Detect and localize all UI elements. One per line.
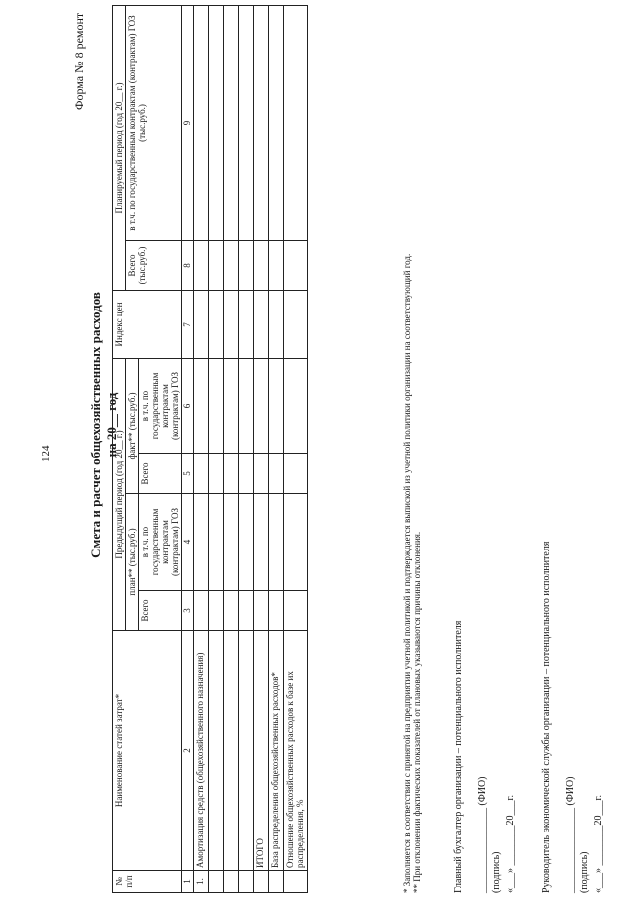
column-number: 4 bbox=[182, 494, 194, 591]
signature-block-accountant bbox=[452, 621, 518, 893]
column-number: 7 bbox=[182, 291, 194, 359]
table-row bbox=[254, 6, 269, 893]
row-name bbox=[239, 631, 254, 871]
row-number bbox=[224, 871, 239, 893]
signature-title: Руководитель экономической службы организации – потенциального исполнителя bbox=[541, 541, 552, 893]
row-number: 1. bbox=[194, 871, 209, 893]
signature-block-economist bbox=[540, 542, 606, 893]
column-number: 1 bbox=[182, 871, 194, 893]
header-fact-total: Всего bbox=[139, 454, 182, 494]
table-row bbox=[284, 6, 308, 893]
table-row bbox=[209, 6, 224, 893]
column-number: 3 bbox=[182, 591, 194, 631]
form-label: Форма № 8 ремонт bbox=[72, 12, 86, 110]
row-number bbox=[269, 871, 284, 893]
table-row bbox=[269, 6, 284, 893]
row-name: База распределения общехозяйственных расходов* bbox=[269, 631, 284, 871]
row-name bbox=[209, 631, 224, 871]
row-number bbox=[284, 871, 308, 893]
row-name bbox=[224, 631, 239, 871]
header-plan: план** (тыс.руб.) bbox=[126, 494, 139, 631]
header-no: № п/п bbox=[113, 871, 182, 893]
table-row bbox=[239, 6, 254, 893]
row-name: Отношение общехозяйственных расходов к базе их распределения, % bbox=[284, 631, 308, 871]
row-name: ИТОГО bbox=[254, 631, 269, 871]
header-name: Наименование статей затрат* bbox=[113, 631, 182, 871]
footnotes bbox=[402, 254, 422, 893]
expense-estimate-table bbox=[112, 5, 308, 893]
page-number: 124 bbox=[40, 445, 52, 462]
column-number: 6 bbox=[182, 359, 194, 454]
column-number: 8 bbox=[182, 241, 194, 291]
header-plan-goz: в т.ч. по государственным контрактам (контрактам) ГОЗ bbox=[139, 494, 182, 591]
footnote: ** При отклонении фактических показателей от плановых указываются причины отклонения. bbox=[412, 531, 422, 893]
header-prev-period: Предыдущий период (год 20__ г.) bbox=[113, 359, 126, 631]
signature-title: Главный бухгалтер организации – потенциального исполнителя bbox=[453, 620, 464, 893]
column-number: 2 bbox=[182, 631, 194, 871]
signature-label: (подпись) bbox=[491, 851, 502, 893]
row-name: Амортизация средств (общехозяйственного назначения) bbox=[194, 631, 209, 871]
column-number: 5 bbox=[182, 454, 194, 494]
header-planned-period: Планируемый период (год 20__ г.) bbox=[113, 6, 126, 291]
document-title: Смета и расчет общехозяйственных расходов bbox=[88, 292, 103, 558]
header-price-index: Индекс цен bbox=[113, 291, 182, 359]
header-plan-total: Всего bbox=[139, 591, 182, 631]
table-row bbox=[224, 6, 239, 893]
signature-line: _________________ (ФИО) bbox=[477, 776, 488, 893]
header-fact: факт** (тыс.руб.) bbox=[126, 359, 139, 494]
footnote: * Заполняется в соответствии с принятой на предприятии учетной политикой и подтверждается выпиской из учетной политики организации на соответствующий год. bbox=[402, 253, 412, 893]
row-number bbox=[254, 871, 269, 893]
header-planned-total: Всего (тыс.руб.) bbox=[126, 241, 182, 291]
column-number: 9 bbox=[182, 6, 194, 241]
signature-line: _________________ (ФИО) bbox=[565, 776, 576, 893]
signature-date: «___» ________20___г. bbox=[593, 795, 604, 893]
document-subtitle: на 20__ год bbox=[104, 392, 119, 458]
header-fact-goz: в т.ч. по государственным контрактам (контрактам) ГОЗ bbox=[139, 359, 182, 454]
table-row bbox=[194, 6, 209, 893]
header-planned-goz: в т.ч. по государственным контрактам (контрактам) ГОЗ (тыс.руб.) bbox=[126, 6, 182, 241]
signature-date: «___» ________20___г. bbox=[505, 795, 516, 893]
signature-label: (подпись) bbox=[579, 851, 590, 893]
row-number bbox=[209, 871, 224, 893]
row-number bbox=[239, 871, 254, 893]
